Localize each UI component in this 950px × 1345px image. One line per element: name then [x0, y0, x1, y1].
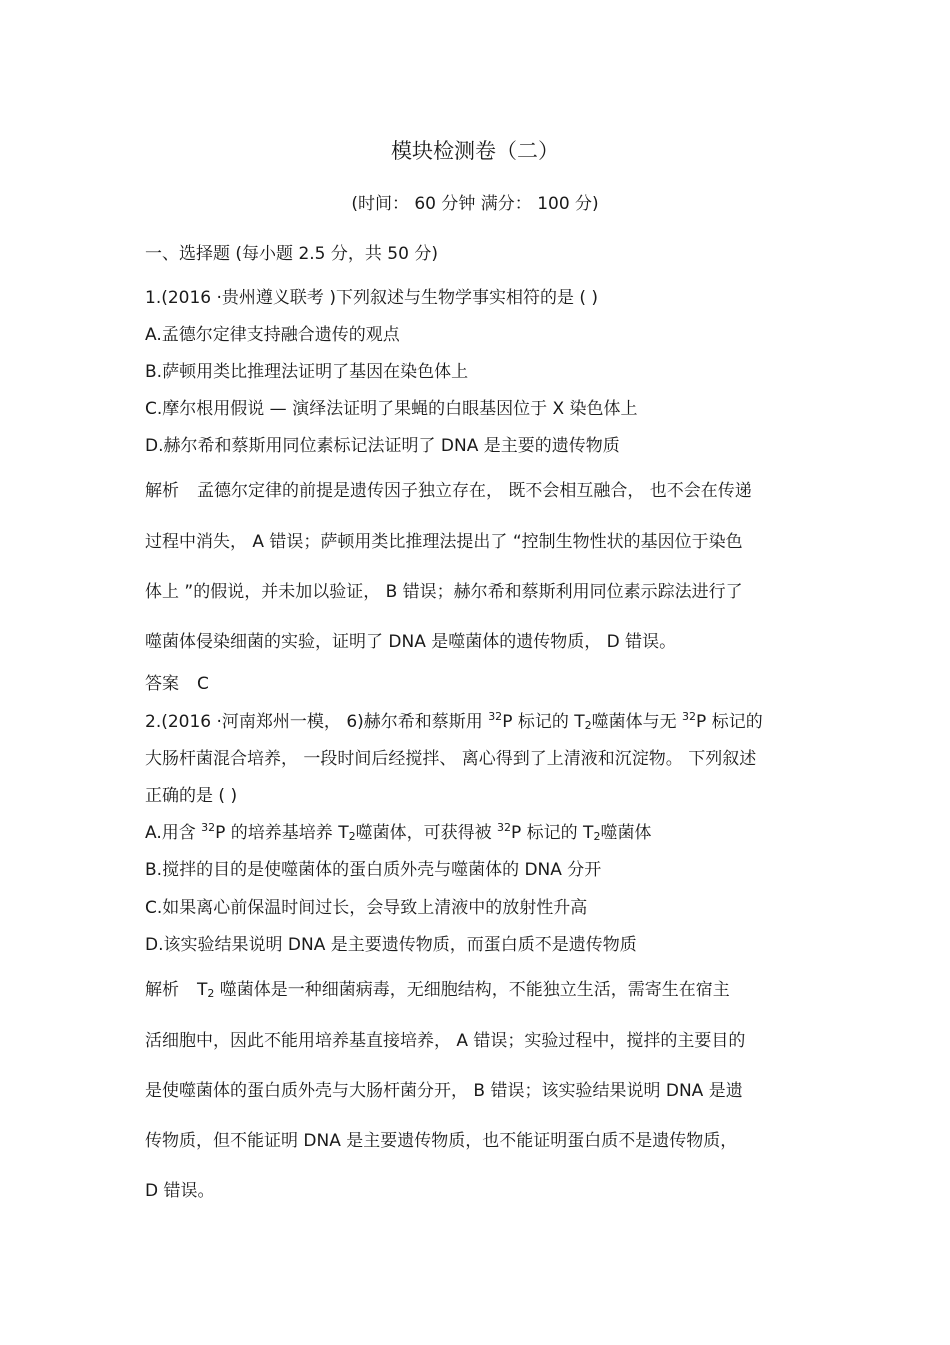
q1-answer-value: C	[197, 674, 209, 694]
isotope-superscript: 32	[488, 710, 503, 723]
option-text: 噬菌体	[600, 823, 652, 843]
q2-stem-text: P 标记的	[696, 712, 763, 732]
q2-analysis-line-3: 是使噬菌体的蛋白质外壳与大肠杆菌分开， B 错误；该实验结果说明 DNA 是遗	[145, 1081, 743, 1101]
q2-option-d: D.该实验结果说明 DNA 是主要遗传物质，而蛋白质不是遗传物质	[145, 935, 637, 955]
q2-stem-text: 2.(2016 ·河南郑州一模， 6)赫尔希和蔡斯用	[145, 712, 489, 732]
q2-analysis-line-1	[145, 979, 730, 1001]
q2-analysis-label: 解析	[145, 980, 179, 1000]
analysis-text: 噬菌体是一种细菌病毒，无细胞结构，不能独立生活，需寄生在宿主	[214, 980, 730, 1000]
subscript: 2	[593, 830, 601, 843]
q2-stem-line-2: 大肠杆菌混合培养， 一段时间后经搅拌、 离心得到了上清液和沉淀物。 下列叙述	[145, 749, 757, 769]
q1-option-a: A.孟德尔定律支持融合遗传的观点	[145, 325, 400, 345]
analysis-text: T	[197, 980, 208, 1000]
q1-answer	[145, 673, 209, 695]
option-text: P 的培养基培养 T	[215, 823, 349, 843]
q1-option-c: C.摩尔根用假说 — 演绎法证明了果蝇的白眼基因位于 X 染色体上	[145, 399, 638, 419]
q1-analysis-line-4: 噬菌体侵染细菌的实验，证明了 DNA 是噬菌体的遗传物质， D 错误。	[145, 632, 677, 652]
option-text: A.用含	[145, 823, 202, 843]
q1-option-b: B.萨顿用类比推理法证明了基因在染色体上	[145, 362, 469, 382]
page-title: 模块检测卷（二）	[391, 139, 559, 163]
subscript: 2	[348, 830, 356, 843]
q2-stem-text: 噬菌体与无	[591, 712, 683, 732]
q2-analysis-line-4: 传物质，但不能证明 DNA 是主要遗传物质，也不能证明蛋白质不是遗传物质，	[145, 1131, 738, 1151]
q1-analysis-line-3: 体上 ”的假说，并未加以验证， B 错误；赫尔希和蔡斯利用同位素示踪法进行了	[145, 582, 743, 602]
q1-analysis-label: 解析	[145, 481, 179, 501]
q2-analysis-line-2: 活细胞中，因此不能用培养基直接培养， A 错误；实验过程中，搅拌的主要目的	[145, 1031, 746, 1051]
q2-option-c: C.如果离心前保温时间过长，会导致上清液中的放射性升高	[145, 898, 588, 918]
subscript: 2	[207, 987, 215, 1000]
q2-analysis-line-5: D 错误。	[145, 1181, 215, 1201]
q1-stem: 1.(2016 ·贵州遵义联考 )下列叙述与生物学事实相符的是 ( )	[145, 288, 599, 308]
q2-option-b: B.搅拌的目的是使噬菌体的蛋白质外壳与噬菌体的 DNA 分开	[145, 860, 602, 880]
isotope-superscript: 32	[682, 710, 697, 723]
option-text: P 标记的 T	[511, 823, 594, 843]
q2-stem-line-1	[145, 711, 763, 733]
isotope-superscript: 32	[497, 821, 511, 834]
isotope-superscript: 32	[201, 821, 216, 834]
q1-analysis-text: 孟德尔定律的前提是遗传因子独立存在， 既不会相互融合， 也不会在传递	[197, 481, 752, 501]
q2-option-a	[145, 822, 651, 844]
q1-analysis-line-2: 过程中消失， A 错误；萨顿用类比推理法提出了 “控制生物性状的基因位于染色	[145, 532, 743, 552]
exam-time-score: (时间： 60 分钟 满分： 100 分)	[351, 194, 599, 214]
q1-option-d: D.赫尔希和蔡斯用同位素标记法证明了 DNA 是主要的遗传物质	[145, 436, 620, 456]
section-heading: 一、选择题 (每小题 2.5 分，共 50 分)	[145, 244, 438, 264]
q1-answer-label: 答案	[145, 674, 179, 694]
q2-stem-text: P 标记的 T	[502, 712, 585, 732]
option-text: 噬菌体，可获得被	[355, 823, 497, 843]
subscript: 2	[584, 719, 592, 732]
q2-stem-line-3: 正确的是 ( )	[145, 786, 238, 806]
q1-analysis-line-1	[145, 480, 752, 502]
